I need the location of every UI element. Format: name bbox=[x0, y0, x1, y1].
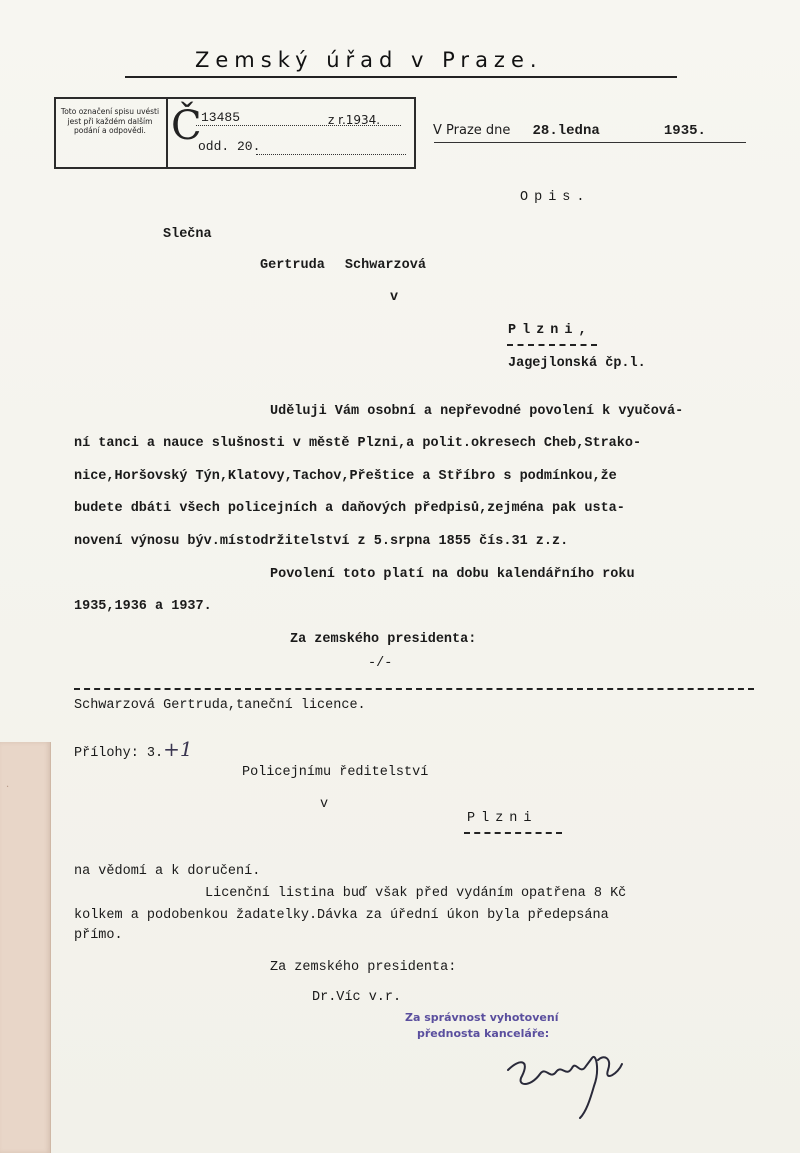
signed-by: Dr.Víc v.r. bbox=[312, 990, 402, 1005]
recipient-city: Plzni, bbox=[508, 323, 593, 338]
attachments-label: Přílohy: 3. bbox=[74, 746, 164, 761]
reference-number: 13485 bbox=[201, 110, 241, 125]
addressee-city-underline bbox=[464, 832, 562, 834]
body-line-5: novení výnosu býv.místodržitelství z 5.srpna 1855 čís.31 z.z. bbox=[74, 534, 569, 549]
addressee-city: Plzni bbox=[467, 811, 538, 826]
reference-divider bbox=[166, 99, 168, 167]
date-year: 1935. bbox=[663, 123, 706, 139]
stamp-line-1: Za správnost vyhotovení bbox=[405, 1011, 559, 1024]
reference-dots-2 bbox=[256, 154, 406, 155]
section-divider bbox=[74, 688, 754, 690]
copy-label: Opis. bbox=[520, 190, 591, 205]
validity-line-2: 1935,1936 a 1937. bbox=[74, 599, 212, 614]
notice: na vědomí a k doručení. bbox=[74, 864, 261, 879]
recipient-v: v bbox=[390, 290, 399, 305]
attachments-handwritten: +1 bbox=[163, 737, 193, 761]
handwritten-signature bbox=[500, 1030, 640, 1120]
reference-dots-1 bbox=[196, 125, 401, 126]
body-line-2: ní tanci a nauce slušnosti v městě Plzni,a polit.okresech Cheb,Strako- bbox=[74, 436, 642, 451]
body-line-3: nice,Horšovský Týn,Klatovy,Tachov,Přeštice a Stříbro s podmínkou,že bbox=[74, 469, 617, 484]
body-line-4: budete dbáti všech policejních a daňových předpisů,zejména pak usta- bbox=[74, 501, 625, 516]
addressee: Policejnímu ředitelství bbox=[242, 765, 429, 780]
attached-paper-edge bbox=[0, 742, 51, 1153]
recipient-name-text: Gertruda Schwarzová bbox=[260, 258, 426, 273]
instruction-line-1: Licenční listina buď však před vydáním opatřena 8 Kč bbox=[205, 886, 627, 901]
office-title-rule bbox=[125, 76, 677, 78]
recipient-city-underline bbox=[507, 344, 597, 346]
reference-note: Toto označení spisu uvésti jest při každém dalším podání a odpovědi. bbox=[60, 107, 160, 135]
annex-subject: Schwarzová Gertruda,taneční licence. bbox=[74, 698, 366, 713]
strip-text: · bbox=[6, 782, 10, 793]
annex-for-president: Za zemského presidenta: bbox=[270, 960, 457, 975]
attachments bbox=[74, 737, 193, 761]
recipient-address: Jagejlonská čp.l. bbox=[508, 356, 646, 371]
stamp-line-2: přednosta kanceláře: bbox=[417, 1027, 550, 1040]
date-prefix: V Praze dne bbox=[433, 123, 511, 138]
signature-mark: -/- bbox=[368, 656, 393, 671]
validity-line-1: Povolení toto platí na dobu kalendářního roku bbox=[270, 567, 635, 582]
instruction-line-3: přímo. bbox=[74, 928, 123, 943]
reference-box bbox=[54, 97, 416, 169]
reference-department: odd. 20. bbox=[198, 139, 261, 154]
date-line bbox=[433, 123, 706, 139]
for-president: Za zemského presidenta: bbox=[290, 632, 477, 647]
reference-year: z r.1934. bbox=[328, 113, 381, 127]
salutation: Slečna bbox=[163, 227, 212, 242]
date-underline bbox=[434, 142, 746, 143]
instruction-line-2: kolkem a podobenkou žadatelky.Dávka za úřední úkon byla předepsána bbox=[74, 908, 609, 923]
recipient-name bbox=[260, 258, 426, 273]
office-title: Zemský úřad v Praze. bbox=[195, 48, 543, 72]
reference-letter: Č bbox=[171, 103, 202, 149]
date-value: 28.ledna bbox=[532, 123, 600, 139]
addressee-v: v bbox=[320, 797, 329, 812]
body-line-1: Uděluji Vám osobní a nepřevodné povolení k vyučová- bbox=[270, 404, 684, 419]
